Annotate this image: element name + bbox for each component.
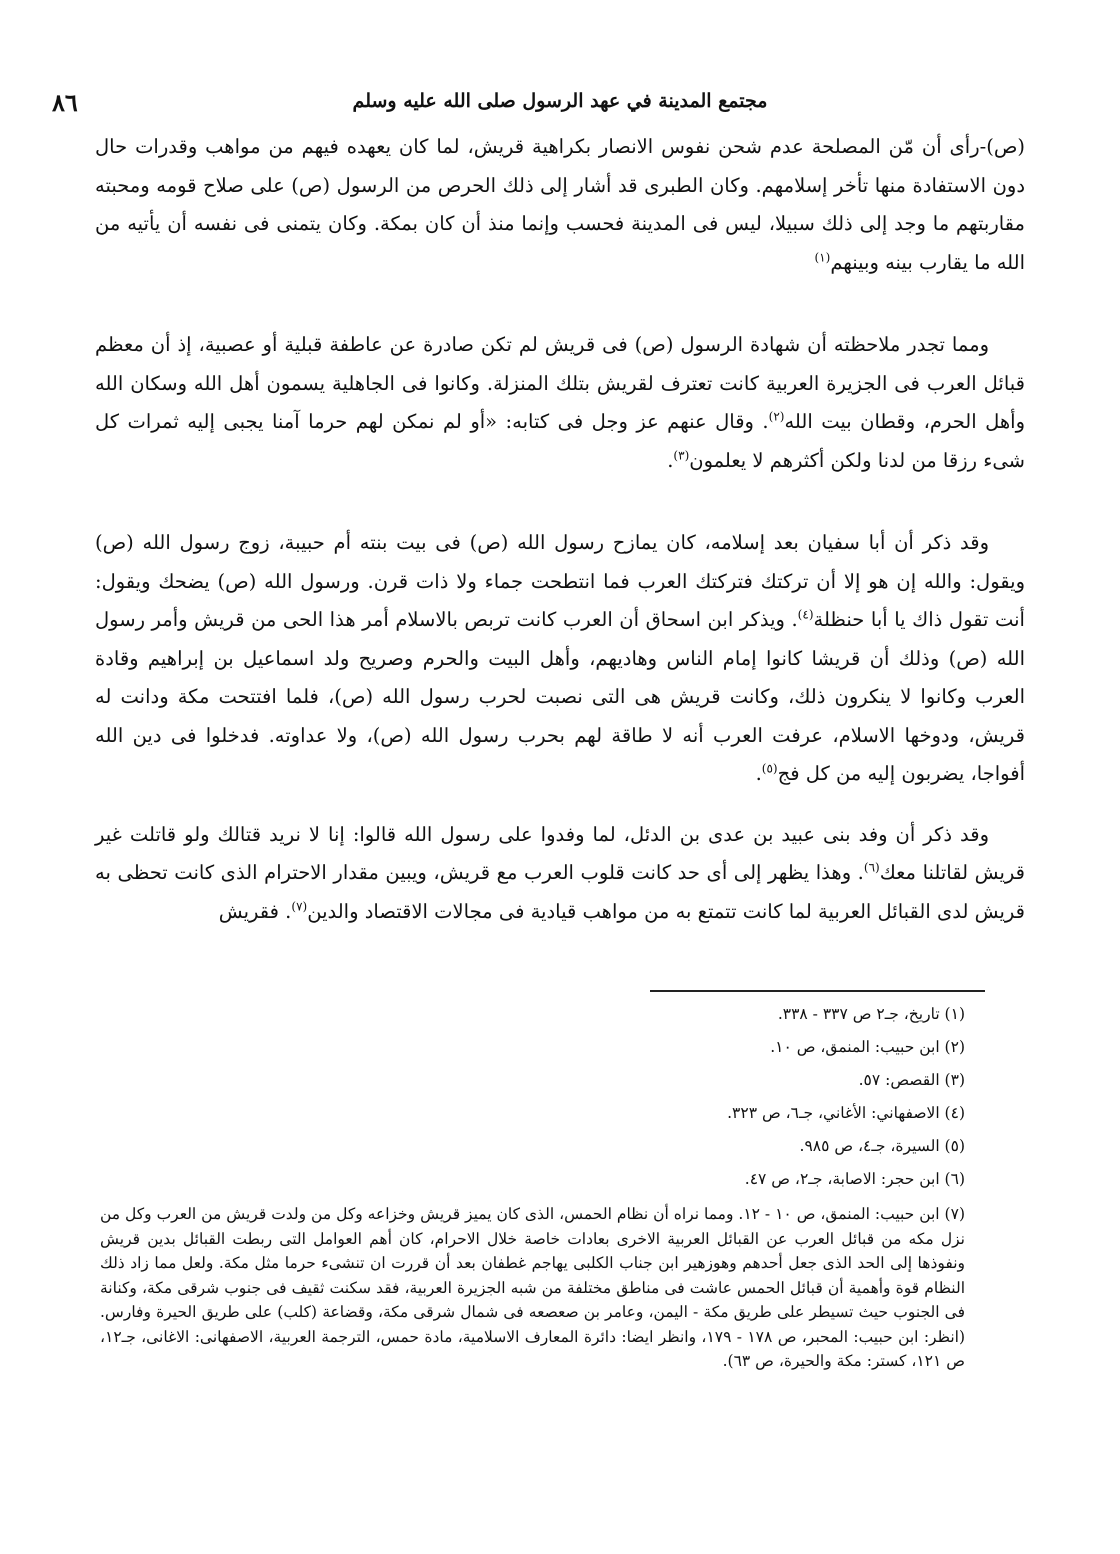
paragraph-2 <box>95 326 1025 480</box>
footnote-ref: (٤) <box>797 607 814 622</box>
page-number: ٨٦ <box>52 88 78 117</box>
footnote-ref: (٦) <box>863 860 880 875</box>
paragraph-text-cont: . وهذا يظهر إلى أى حد كانت قلوب العرب مع قريش، ويبين مقدار الاحترام الذى كانت تحظى به قريش لدى القبائل العربية لما كانت تتمتع به من مواهب قيادية فى مجالات الاقتصاد والدين <box>95 861 1025 923</box>
paragraph-text: وقد ذكر أن وفد بنى عبيد بن عدى بن الدئل، لما وفدوا على رسول الله قالوا: إنا لا نريد قتالك ولو قاتلت غير قريش لقاتلنا معك <box>95 822 1025 884</box>
footnote-ref: (٥) <box>761 761 778 776</box>
paragraph-3 <box>95 524 1025 794</box>
main-text <box>95 128 1025 931</box>
page-header <box>52 88 1040 128</box>
paragraph-text: (ص)-رأى أن مّن المصلحة عدم شحن نفوس الانصار بكراهية قريش، لما كان يعهده فيهم من مواهب وقدرات حال دون الاستفادة منها تأخر إسلامهم. وكان الطبرى قد أشار إلى ذلك الحرص من الرسول (ص) على صلاح قومه ومحبته مقاربتهم ما وجد إلى ذلك سبيلا، ليس فى المدينة فحسب وإنما منذ أن كان بمكة. وكان يتمنى فى نفسه أن يأتيه من الله ما يقارب بينه وبينهم <box>95 135 1025 274</box>
paragraph-end: . <box>667 448 674 472</box>
footnote-7: (٧) ابن حبيب: المنمق، ص ١٠ - ١٢. ومما نراه أن نظام الحمس، الذى كان يميز قريش وخزاعه وكل من ولدت قريش من العرب وكل من نزل مكه من قبائل العرب عن القبائل العربية الاخرى بعادات خاصة خلال الاحرام، كان أهم العوامل التى ربطت القبائل بدين قريش ونفوذها إلى الحد الذى جعل أحدهم وهوزهير ابن جناب الكلبى يهاجم غطفان بعد أن قررت ان تنشىء حرما مثل مكة. ولعل مما زاد ذلك النظام قوة وأهمية أن قبائل الحمس عاشت فى مناطق مختلفة من شبه الجزيرة العربية، فقد سكنت ثقيف فى جنوب شرقى مكة، وكنانة فى الجنوب حيث تسيطر على طريق مكة - اليمن، وعامر بن صعصعه فى شمال شرقى مكة، وقضاعة (كلب) على طريق الحيرة وفارس. (انظر: ابن حبيب: المحبر، ص ١٧٨ - ١٧٩، وانظر ايضا: دائرة المعارف الاسلامية، مادة حمس، الترجمة العربية، الاصفهانى: الاغانى، جـ١٢، ص ١٢١، كستر: مكة والحيرة، ص ٦٣). <box>100 1205 965 1370</box>
footnote-ref: (٧) <box>291 899 308 913</box>
footnote-ref: (٢) <box>768 409 785 424</box>
footnote-2: (٢) ابن حبيب: المنمق، ص ١٠. <box>770 1038 965 1056</box>
footnote-1: (١) تاريخ، جـ٢ ص ٣٣٧ - ٣٣٨. <box>777 1005 965 1023</box>
paragraph-text: ومما تجدر ملاحظته أن شهادة الرسول (ص) فى قريش لم تكن صادرة عن عاطفة قبلية أو عصبية، إذ أن معظم قبائل العرب فى الجزيرة العربية كانت تعترف لقريش بتلك المنزلة. وكانوا فى الجاهلية يسمون أهل الله وسكان الله وأهل الحرم، وقطان بيت الله <box>95 333 1026 433</box>
paragraph-end: . <box>755 762 762 785</box>
running-title: مجتمع المدينة في عهد الرسول صلى الله عليه وسلم <box>352 90 768 112</box>
footnote-ref: (٣) <box>673 448 690 462</box>
paragraph-text: وقد ذكر أن أبا سفيان بعد إسلامه، كان يمازح رسول الله (ص) فى بيت بنته أم حبيبة، زوج رسول الله (ص) ويقول: والله إن هو إلا أن تركتك فتركتك العرب فما انتطحت جماء ولا ذات قرن. ورسول الله (ص) يضحك ويقول: أنت تقول ذاك يا أبا حنظلة <box>95 531 1025 631</box>
footnote-3: (٣) القصص: ٥٧. <box>858 1071 965 1089</box>
footnote-5: (٥) السيرة، جـ٤، ص ٩٨٥. <box>799 1137 965 1155</box>
footnotes <box>100 998 1020 1374</box>
paragraph-end: . فقريش <box>218 899 292 923</box>
paragraph-1 <box>95 128 1025 282</box>
footnote-4: (٤) الاصفهاني: الأغاني، جـ٦، ص ٣٢٣. <box>727 1104 965 1122</box>
paragraph-4 <box>95 816 1025 932</box>
footnote-ref: (١) <box>814 250 831 264</box>
footnote-6: (٦) ابن حجر: الاصابة، جـ٢، ص ٤٧. <box>744 1170 965 1188</box>
footnote-divider <box>650 990 985 992</box>
paragraph-text-cont: . وقال عنهم عز وجل فى كتابه: «أو لم نمكن لهم حرما آمنا يجبى إليه ثمرات كل شىء رزقا من لدنا ولكن أكثرهم لا يعلمون <box>95 410 1025 472</box>
paragraph-text-cont: . ويذكر ابن اسحاق أن العرب كانت تربص بالاسلام أمر هذا الحى من قريش وأمر رسول الله (ص) وذلك أن قريشا كانوا إمام الناس وهاديهم، وأهل البيت والحرم وصريح ولد اسماعيل بن إبراهيم وقادة العرب وكانوا لا ينكرون ذلك، وكانت قريش هى التى نصبت لحرب رسول الله (ص)، فلما افتتحت مكة ودانت له قريش، ودوخها الاسلام، عرفت العرب أنه لا طاقة لهم بحرب رسول الله (ص)، ولا عداوته. فدخلوا فى دين الله أفواجا، يضربون إليه من كل فج <box>95 608 1025 785</box>
